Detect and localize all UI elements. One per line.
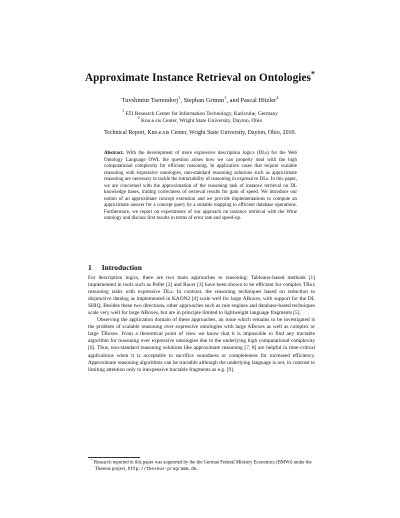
affiliation-mark: 2 <box>137 116 140 121</box>
affiliation-text: FZI Research Center for Information Technology, Karlsruhe, Germany <box>125 111 278 117</box>
paragraph: Observing the application domain of these approaches, an issue which remains to be investigated is the problem of scalable reasoning over expressive ontologies with large ABoxes as well as complex or large TBoxes. From a theoretical point of view we know that it is impossible to find any tractable algorithm for reasoning over expressive ontologies due to the underlying high computational complexity [6]. Thus, non-standard reasoning solutions like approximate reasoning [7, 8] are helpful in time-critical applications when it is acceptable to sacrifice soundness or completeness for increased efficiency. Approximate reasoning algorithms can be tractable although the underlying language is not, in contrast to limiting attention only to inexpensive tractable fragments as e.g. [9]. <box>88 317 315 373</box>
paper-title <box>0 69 400 84</box>
affiliation-1 <box>0 111 400 117</box>
affiliation-text: Kno.e.sis Center, Wright State University, Dayton, Ohio <box>141 118 263 124</box>
author-name: Tuvshintur Tserendorj <box>121 97 179 104</box>
abstract-text: With the development of more expressive description logics (DLs) for the Web Ontology Language OWL the question arises how we can properly deal with the high computational complexity for efficient reasoning. In application cases that require scalable reasoning with expressive ontologies, non-standard reasoning solutions such as approximate reasoning are necessary to tackle the intractability of reasoning in expressive DLs. In this paper, we are concerned with the approximation of the reasoning task of instance retrieval on DL knowledge bases, trading correctness of retrieval results for gain of speed. We introduce our notion of an approximate concept extension and we provide implementations to compute an approximate answer for a concept query by a suitable mapping to efficient database operations. Furthermore, we report on experiments of our approach on instance retrieval with the Wine ontology and discuss first results in terms of error rate and speed-up. <box>104 151 297 222</box>
abstract <box>104 151 297 223</box>
affiliation-mark: 1 <box>122 109 124 114</box>
author-affil-mark: 2 <box>276 94 279 100</box>
footnote-mark: * <box>91 458 93 462</box>
section-heading <box>88 263 142 272</box>
abstract-label: Abstract. <box>104 151 124 156</box>
footnote-body <box>88 460 315 473</box>
section-number: 1 <box>88 263 92 272</box>
author-list: Tuvshintur Tserendorj$^1$, Stephan Grimm$^1$, and Pascal Hitzler$^2$ <box>121 94 279 104</box>
author-affil-mark: 1 <box>178 94 181 100</box>
footnote <box>88 460 315 473</box>
footnote-text: Research reported in this paper was supported by the the German Federal Ministry Economics (BMWi) under the Theseus project, <box>93 460 312 472</box>
section-title: Introduction <box>101 263 142 272</box>
author-conjunction: and <box>229 97 239 104</box>
title-text: Approximate Instance Retrieval on Ontologies <box>84 72 312 84</box>
affiliation-2 <box>0 118 400 124</box>
report-line: Technical Report, Kno.e.sis Center, Wright State University, Dayton, Ohio, 2010. <box>104 130 296 136</box>
footnote-url[interactable]: http://theseus-programm.de. <box>127 466 200 472</box>
author-name: Stephan Grimm <box>183 97 225 104</box>
body-text <box>88 275 315 374</box>
title-footnote-mark: * <box>311 69 316 79</box>
footnote-rule <box>88 457 140 458</box>
author-affil-mark: 1 <box>224 94 227 100</box>
author-name: Pascal Hitzler <box>240 97 277 104</box>
paragraph: For description logics, there are two main approaches to reasoning: Tableaux-based methods [1] implemented in tools such as Pellet [2] and Racer [3] have been shown to be efficient for complex TBox reasoning tasks with expressive DLs. In contrast, the reasoning techniques based on reduction to disjunctive datalog as implemented in KAON2 [4] scale well for large ABoxes, with support for the DL SHIQ. Besides these two directions, other approaches such as rule engines and database-based techniques scale very well for large ABoxes, but are in principle limited to lightweight language fragments [5]. <box>88 275 315 317</box>
